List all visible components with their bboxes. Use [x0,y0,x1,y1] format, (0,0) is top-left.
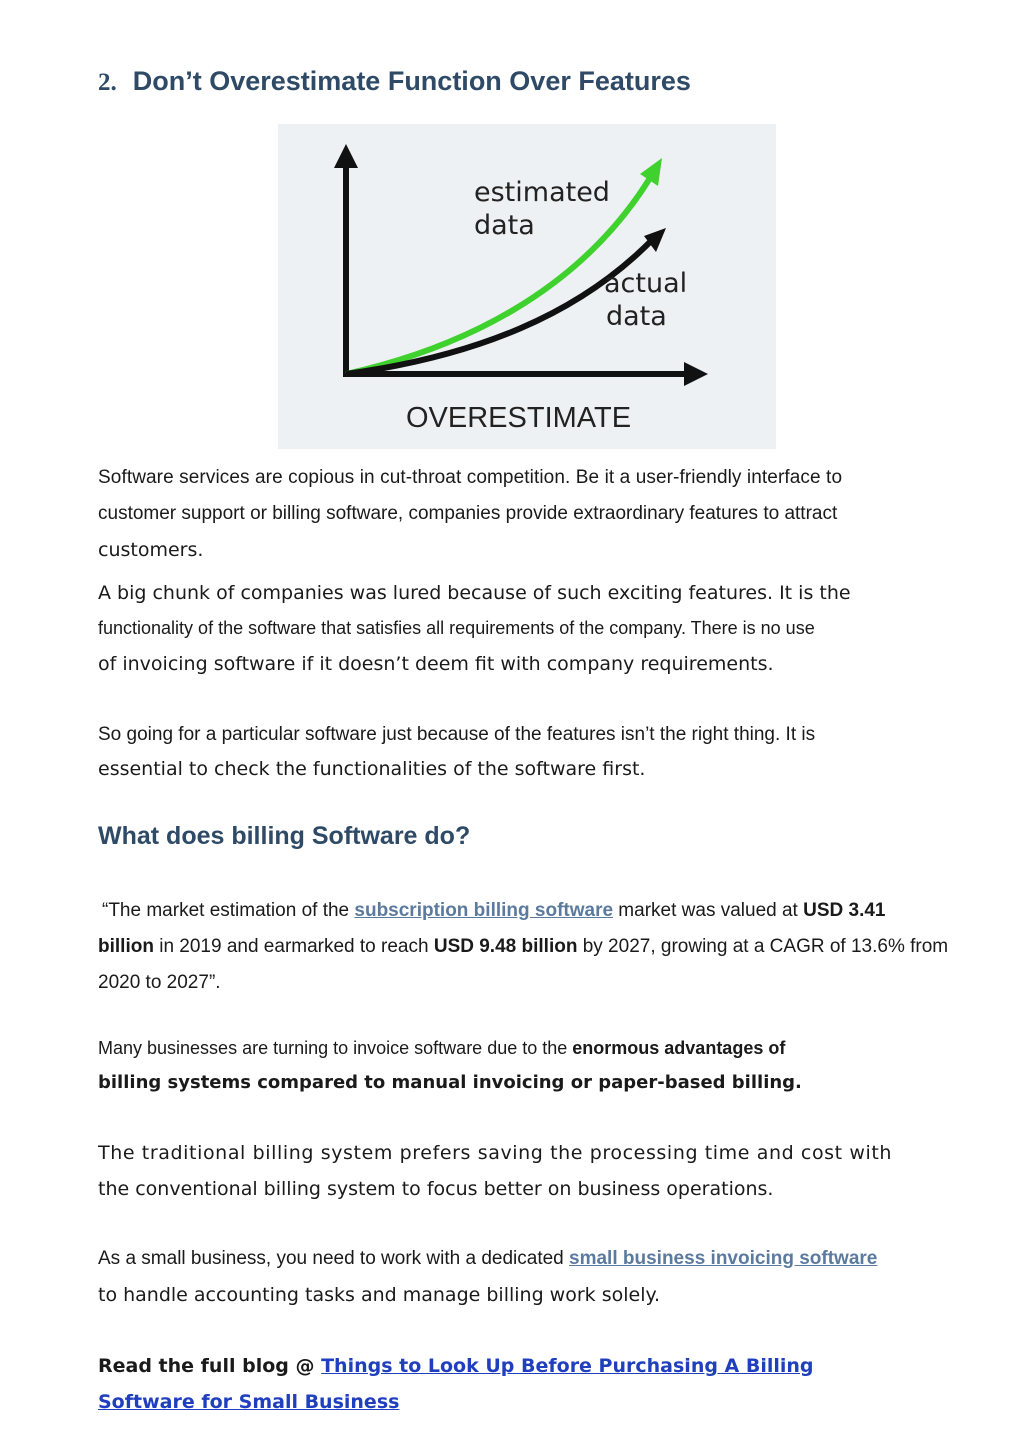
para2-line3: of invoicing software if it doesn’t deem fit with company requirements. [98,653,774,675]
para4-bold-1: enormous advantages of [572,1038,786,1058]
para1-line2: customer support or billing software, companies provide extraordinary features to attract [98,503,838,524]
small-business-invoicing-software-link[interactable]: small business invoicing software [569,1248,878,1269]
overestimate-figure [278,124,776,449]
footer-line1 [98,1355,958,1377]
para3-line1: So going for a particular software just because of the features isn’t the right thing. It is [98,724,816,745]
figure-caption: OVERESTIMATE [406,402,632,434]
para6-line1 [98,1248,958,1270]
subheading: What does billing Software do? [98,822,471,850]
label-actual-2: data [606,301,667,332]
para2-line1: A big chunk of companies was lured because of such exciting features. It is the [98,582,851,604]
label-estimated-1: estimated [474,177,610,208]
section-number: 2. [98,69,117,96]
full-blog-link-continued[interactable]: Software for Small Business [98,1391,400,1413]
x-axis-arrowhead [684,362,708,386]
quote-line1 [102,900,962,922]
para5-line2: the conventional billing system to focus better on business operations. [98,1178,774,1200]
full-blog-link[interactable]: Things to Look Up Before Purchasing A Billing [321,1355,814,1377]
y-axis-arrowhead [334,144,358,168]
overestimate-diagram [278,124,776,449]
para1-line1: Software services are copious in cut-throat competition. Be it a user-friendly interface to [98,467,843,488]
quote-bold-3: USD 9.48 billion [433,936,578,957]
para3-line2: essential to check the functionalities of the software first. [98,758,646,780]
section-title: Don’t Overestimate Function Over Features [132,66,691,96]
para5-line1: The traditional billing system prefers saving the processing time and cost with [98,1142,893,1164]
para4-text: Many businesses are turning to invoice software due to the [98,1038,573,1058]
quote-line2 [98,936,958,958]
footer-prefix: Read the full blog @ [98,1355,322,1377]
para6-text: As a small business, you need to work with a dedicated [98,1248,570,1269]
para4-line2: billing systems compared to manual invoicing or paper-based billing. [98,1072,802,1093]
quote-bold-1: USD 3.41 [803,900,886,921]
quote-text-2: market was valued at [613,900,804,921]
subscription-billing-software-link[interactable]: subscription billing software [354,900,614,921]
quote-line3: 2020 to 2027”. [98,972,221,993]
label-actual-1: actual [604,268,688,299]
quote-text-1: “The market estimation of the [102,900,355,921]
para2-line2: functionality of the software that satisfies all requirements of the company. There is no use [98,618,815,638]
quote-bold-2: billion [98,936,154,957]
section-heading [98,66,691,97]
para6-line2: to handle accounting tasks and manage billing work solely. [98,1284,661,1306]
label-estimated-2: data [474,210,535,241]
quote-text-3: in 2019 and earmarked to reach [153,936,434,957]
para4-line1 [98,1038,958,1059]
actual-curve [346,242,650,374]
quote-text-4: by 2027, growing at a CAGR of 13.6% from [577,936,949,957]
para1-line3: customers. [98,539,204,561]
footer-line2 [98,1391,958,1413]
